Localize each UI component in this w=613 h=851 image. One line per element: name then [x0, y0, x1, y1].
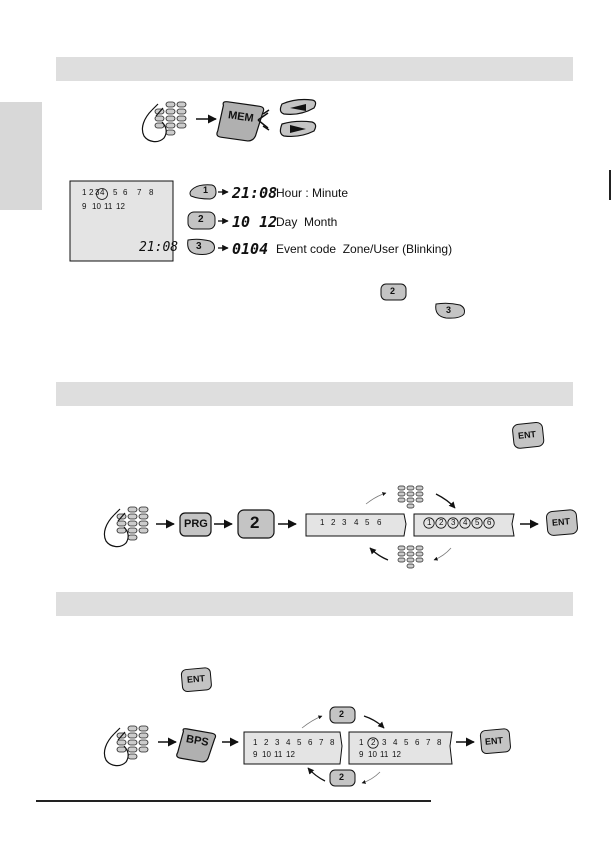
mini-keypad-bottom-icon: [398, 546, 423, 568]
bps-panel-zone: 6: [415, 738, 420, 747]
step-display: 21:08: [232, 184, 278, 202]
step-label: Hour : Minute: [276, 186, 349, 200]
bps-key-2-bottom-label: 2: [339, 772, 345, 782]
lcd-zone: 3: [95, 188, 100, 197]
bps-panel-zone: 1: [359, 738, 364, 747]
left-arrow-key-icon: [280, 100, 315, 115]
bps-panel-zone: 3: [382, 738, 387, 747]
step-display: 0104: [232, 240, 269, 258]
lcd-zone: 5: [113, 188, 118, 197]
inline-ent-label-2: ENT: [186, 673, 206, 685]
prg-panel-zone: 5: [365, 518, 370, 527]
bps-panel-zone: 3: [275, 738, 280, 747]
bps-panel-zone: 9: [359, 750, 364, 759]
inline-key-3-label: 3: [446, 305, 452, 315]
step-key-label: 2: [198, 214, 204, 225]
lcd-zone: 6: [123, 188, 128, 197]
bps-panel-zone: 11: [380, 750, 389, 759]
hand-keypad-icon: [142, 102, 186, 142]
bps-panel-zone: 5: [297, 738, 302, 747]
prg-panel-zone-circled: 2: [439, 518, 444, 527]
prg-panel-zone: 3: [342, 518, 347, 527]
prg-panel-zone: 1: [320, 518, 325, 527]
step-display: 10 12: [232, 213, 278, 231]
bps-panel-zone-circled: 2: [371, 738, 376, 747]
hand-keypad-icon-2: [104, 507, 148, 547]
step-label: Event code Zone/User (Blinking): [276, 242, 453, 256]
lcd-zone: 1: [82, 188, 87, 197]
bps-lcd-panel-left: [244, 732, 342, 764]
bps-key-label: BPS: [185, 733, 210, 749]
prg-panel-zone-circled: 3: [451, 518, 456, 527]
bps-panel-zone: 4: [286, 738, 291, 747]
lcd-zone: 4: [100, 188, 105, 197]
bps-panel-zone: 12: [286, 750, 295, 759]
bps-panel-zone: 9: [253, 750, 258, 759]
prg-panel-zone-circled: 1: [427, 518, 432, 527]
prg-panel-zone-circled: 5: [475, 518, 480, 527]
hand-keypad-icon-3: [104, 726, 148, 766]
bps-panel-zone: 1: [253, 738, 258, 747]
bps-panel-zone: 8: [437, 738, 442, 747]
mini-keypad-top-icon: [398, 486, 423, 508]
lcd-zone: 7: [137, 188, 142, 197]
lcd-zone: 10: [92, 202, 101, 211]
mem-key-label: MEM: [227, 109, 255, 125]
inline-ent-label: ENT: [517, 429, 537, 441]
right-arrow-key-icon: [280, 121, 315, 136]
bps-panel-zone: 5: [404, 738, 409, 747]
bps-key-2-top-label: 2: [339, 709, 345, 719]
bps-panel-zone: 11: [274, 750, 283, 759]
lcd-time: 21:08: [139, 240, 179, 255]
prg-key-label: PRG: [184, 518, 208, 530]
step-key-label: 3: [196, 241, 202, 252]
lcd-zone: 11: [104, 202, 113, 211]
bps-lcd-panel-right: [349, 732, 452, 764]
ent-key-label: ENT: [551, 516, 571, 528]
prg-panel-zone: 6: [377, 518, 382, 527]
lcd-zone: 2: [89, 188, 94, 197]
prg-panel-zone: 4: [354, 518, 359, 527]
bps-panel-zone: 6: [308, 738, 313, 747]
prg-panel-zone-circled: 6: [487, 518, 492, 527]
lcd-zone: 8: [149, 188, 154, 197]
bps-panel-zone: 7: [319, 738, 324, 747]
bps-panel-zone: 10: [368, 750, 377, 759]
step-label: Day Month: [276, 215, 338, 229]
step-key-label: 1: [203, 185, 209, 195]
prg-panel-zone-circled: 4: [463, 518, 468, 527]
bps-panel-zone: 10: [262, 750, 271, 759]
inline-key-2-label: 2: [390, 286, 396, 296]
bps-panel-zone: 8: [330, 738, 335, 747]
bps-panel-zone: 4: [393, 738, 398, 747]
lcd-zone: 12: [116, 202, 125, 211]
bps-panel-zone: 12: [392, 750, 401, 759]
bps-panel-zone: 7: [426, 738, 431, 747]
lcd-zone: 9: [82, 202, 87, 211]
bps-ent-key-label: ENT: [484, 735, 504, 747]
bps-panel-zone: 2: [264, 738, 269, 747]
key-2-large-label: 2: [250, 513, 260, 532]
prg-panel-zone: 2: [331, 518, 336, 527]
